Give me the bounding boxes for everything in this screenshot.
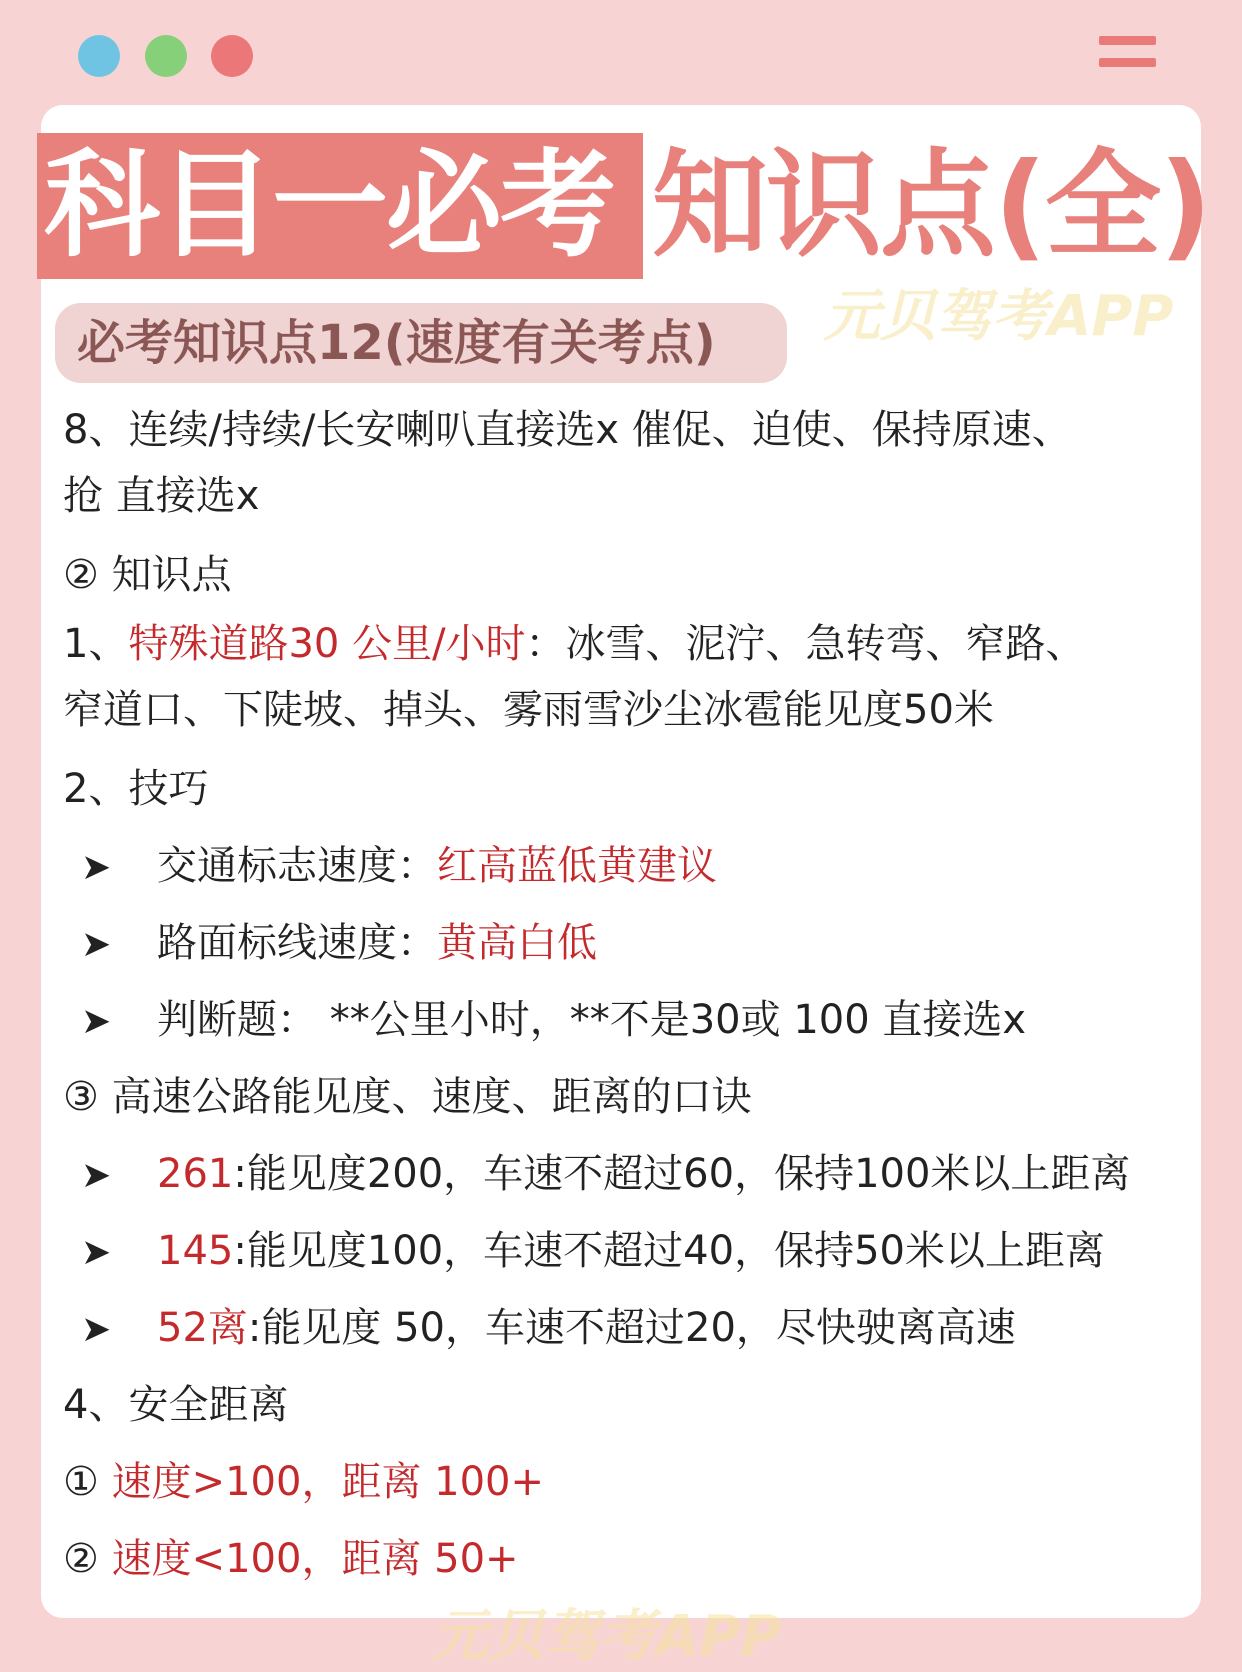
mnemonic-text: :能见度 50，车速不超过20，尽快驶离高速	[247, 1305, 1016, 1351]
item1-rest: ：冰雪、泥泞、急转弯、窄路、	[525, 621, 1086, 667]
watermark-top: 元贝驾考APP	[824, 284, 1174, 349]
item1-line2: 窄道口、下陡坡、掉头、雾雨雪沙尘冰雹能见度50米	[63, 687, 994, 733]
mnemonic-key: 52离	[157, 1305, 248, 1351]
page-title-part1: 科目一必考	[44, 138, 614, 273]
arrow-bullet-icon: ➤	[81, 1001, 112, 1042]
window-dot-blue	[78, 35, 120, 77]
item1-highlight: 特殊道路30 公里/小时	[128, 621, 526, 667]
item2-heading: 2、技巧	[63, 766, 209, 812]
page-title-part2: 知识点(全)	[652, 138, 1211, 273]
window-dot-green	[145, 35, 187, 77]
item1-prefix: 1、	[63, 621, 129, 667]
hamburger-menu-icon[interactable]	[1099, 36, 1156, 70]
mnemonic-text: :能见度100，车速不超过40，保持50米以上距离	[233, 1228, 1105, 1274]
arrow-bullet-icon: ➤	[81, 1155, 112, 1196]
item1-line1	[63, 614, 1183, 674]
mnemonic-text: :能见度200，车速不超过60，保持100米以上距离	[233, 1151, 1131, 1197]
main-content	[63, 400, 1183, 1598]
mnemonic-bullet	[63, 1213, 1183, 1290]
section-3-heading: ③ 高速公路能见度、速度、距离的口诀	[63, 1074, 752, 1120]
rule-text: 速度>100，距离 100+	[111, 1459, 545, 1505]
section-2-heading: ② 知识点	[63, 552, 232, 598]
mnemonic-bullet	[63, 1290, 1183, 1367]
tip-value: 红高蓝低黄建议	[437, 843, 717, 889]
tip-bullet	[63, 905, 1183, 982]
section-subtitle: 必考知识点12(速度有关考点)	[55, 303, 787, 383]
mnemonic-key: 145	[157, 1228, 234, 1274]
mnemonic-bullet	[63, 1136, 1183, 1213]
watermark-bottom: 元贝驾考APP	[432, 1604, 782, 1669]
rule-number: ①	[63, 1459, 99, 1505]
tip-bullet	[63, 828, 1183, 905]
distance-rule	[63, 1521, 1183, 1598]
tip-label: 路面标线速度：	[157, 920, 437, 966]
item8-line1: 8、连续/持续/长安喇叭直接选x 催促、迫使、保持原速、	[63, 407, 1072, 453]
mnemonic-key: 261	[157, 1151, 234, 1197]
window-dot-red	[211, 35, 253, 77]
tip-value: 黄高白低	[437, 920, 597, 966]
arrow-bullet-icon: ➤	[81, 847, 112, 888]
tip-label: 判断题： **公里小时，**不是30或 100 直接选x	[157, 997, 1027, 1043]
tip-bullet	[63, 982, 1183, 1059]
rule-text: 速度<100，距离 50+	[111, 1536, 519, 1582]
arrow-bullet-icon: ➤	[81, 924, 112, 965]
item8-line2: 抢 直接选x	[63, 473, 260, 519]
distance-rule	[63, 1444, 1183, 1521]
item4-heading: 4、安全距离	[63, 1382, 289, 1428]
tip-label: 交通标志速度：	[157, 843, 437, 889]
rule-number: ②	[63, 1536, 99, 1582]
arrow-bullet-icon: ➤	[81, 1309, 112, 1350]
arrow-bullet-icon: ➤	[81, 1232, 112, 1273]
